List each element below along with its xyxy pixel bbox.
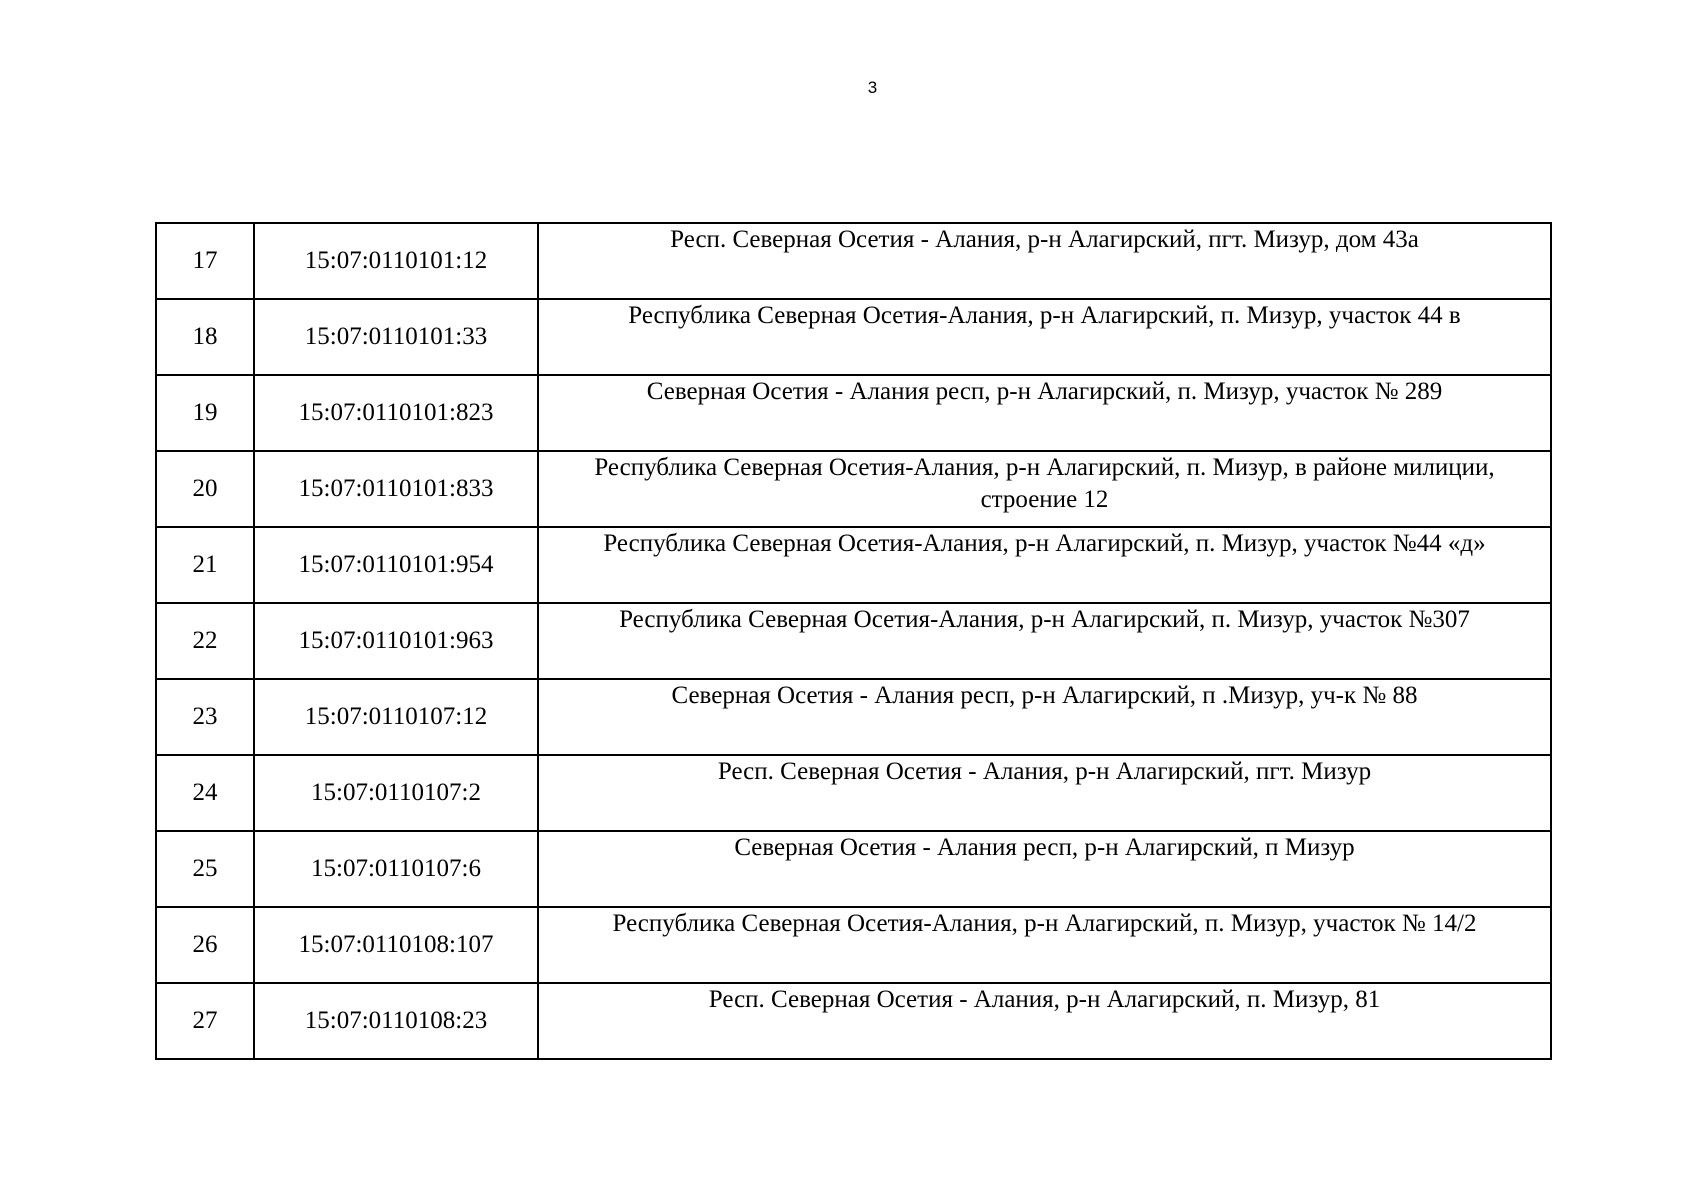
table-row	[156, 375, 1551, 451]
row-number: 23	[156, 679, 254, 755]
address: Республика Северная Осетия-Алания, р-н Алагирский, п. Мизур, участок №44 «д»	[538, 527, 1551, 603]
table-row	[156, 527, 1551, 603]
table-row	[156, 223, 1551, 299]
row-number: 17	[156, 223, 254, 299]
cadastral-number: 15:07:0110101:823	[254, 375, 538, 451]
cadastral-number: 15:07:0110101:954	[254, 527, 538, 603]
address: Северная Осетия - Алания респ, р-н Алагирский, п. Мизур, участок № 289	[538, 375, 1551, 451]
land-plots-table	[155, 222, 1552, 1060]
row-number: 21	[156, 527, 254, 603]
table-row	[156, 983, 1551, 1059]
cadastral-number: 15:07:0110108:107	[254, 907, 538, 983]
address: Республика Северная Осетия-Алания, р-н Алагирский, п. Мизур, участок 44 в	[538, 299, 1551, 375]
address: Респ. Северная Осетия - Алания, р-н Алагирский, пгт. Мизур	[538, 755, 1551, 831]
cadastral-number: 15:07:0110107:12	[254, 679, 538, 755]
cadastral-number: 15:07:0110108:23	[254, 983, 538, 1059]
cadastral-number: 15:07:0110101:963	[254, 603, 538, 679]
row-number: 20	[156, 451, 254, 527]
table-row	[156, 831, 1551, 907]
table-row	[156, 755, 1551, 831]
row-number: 25	[156, 831, 254, 907]
table-row	[156, 451, 1551, 527]
table-row	[156, 299, 1551, 375]
row-number: 22	[156, 603, 254, 679]
address: Республика Северная Осетия-Алания, р-н Алагирский, п. Мизур, в районе милиции, строение 12	[538, 451, 1551, 527]
address: Республика Северная Осетия-Алания, р-н Алагирский, п. Мизур, участок № 14/2	[538, 907, 1551, 983]
row-number: 24	[156, 755, 254, 831]
table-row	[156, 603, 1551, 679]
cadastral-number: 15:07:0110107:2	[254, 755, 538, 831]
address: Респ. Северная Осетия - Алания, р-н Алагирский, п. Мизур, 81	[538, 983, 1551, 1059]
row-number: 27	[156, 983, 254, 1059]
table-row	[156, 679, 1551, 755]
row-number: 19	[156, 375, 254, 451]
cadastral-number: 15:07:0110101:12	[254, 223, 538, 299]
cadastral-number: 15:07:0110101:33	[254, 299, 538, 375]
cadastral-number: 15:07:0110101:833	[254, 451, 538, 527]
table-row	[156, 907, 1551, 983]
cadastral-number: 15:07:0110107:6	[254, 831, 538, 907]
address: Северная Осетия - Алания респ, р-н Алагирский, п .Мизур, уч-к № 88	[538, 679, 1551, 755]
row-number: 26	[156, 907, 254, 983]
address: Респ. Северная Осетия - Алания, р-н Алагирский, пгт. Мизур, дом 43а	[538, 223, 1551, 299]
address: Республика Северная Осетия-Алания, р-н Алагирский, п. Мизур, участок №307	[538, 603, 1551, 679]
page-number: 3	[867, 78, 878, 97]
address: Северная Осетия - Алания респ, р-н Алагирский, п Мизур	[538, 831, 1551, 907]
row-number: 18	[156, 299, 254, 375]
